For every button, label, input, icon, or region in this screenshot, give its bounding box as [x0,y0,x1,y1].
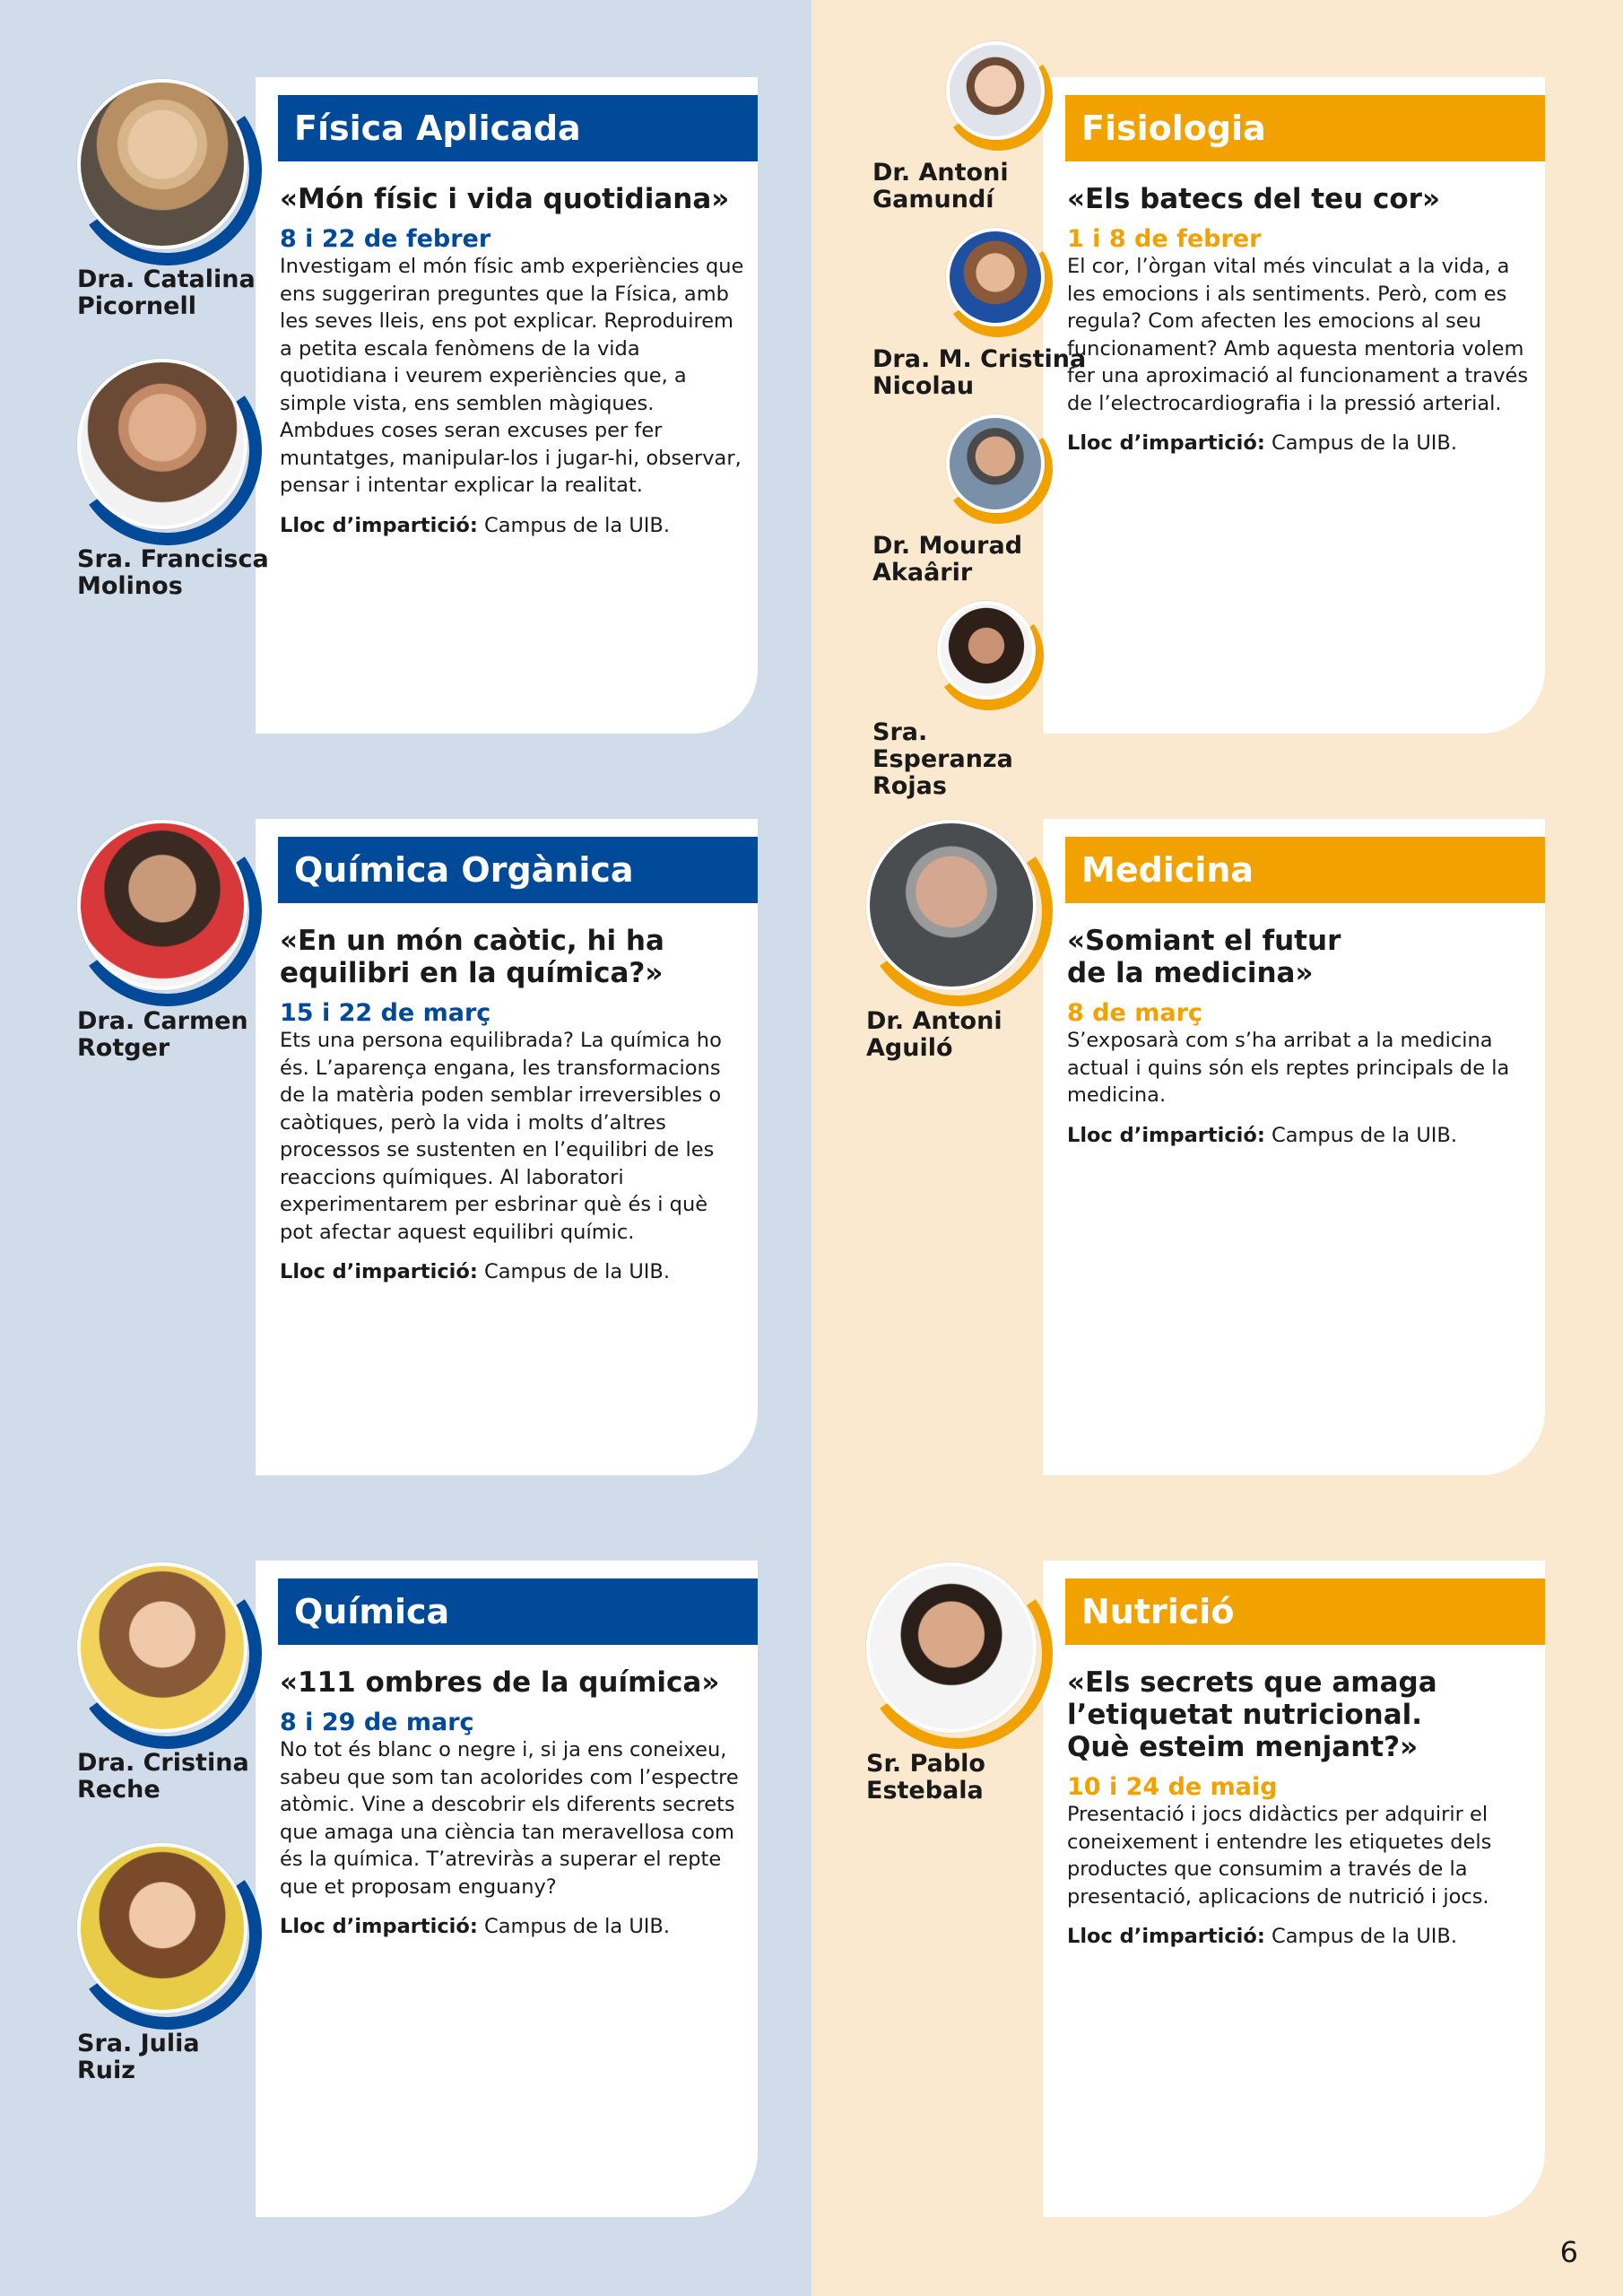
course-dates: 8 i 22 de febrer [280,225,491,253]
avatar [77,79,247,249]
course-header: Química Orgànica [278,837,758,903]
course-location [1067,1122,1533,1149]
course-location [280,1258,746,1285]
course-dates: 10 i 24 de maig [1067,1773,1278,1801]
course-title: «Els batecs del teu cor» [1067,183,1440,215]
location-value: Campus de la UIB. [1264,1925,1458,1948]
avatar [77,820,247,990]
location-label: Lloc d’impartició: [1067,431,1265,455]
avatar [866,820,1037,990]
avatar [946,41,1045,140]
avatar [946,414,1045,513]
course-title: «111 ombres de la química» [280,1666,720,1699]
avatar [946,228,1045,326]
course-card-nutricio [1043,1561,1545,2217]
person-name: Dra. M. Cristina Nicolau [872,345,1087,400]
location-value: Campus de la UIB. [477,1260,671,1283]
person-name: Dr. Mourad Akaârir [872,532,1023,587]
person-name: Dr. Antoni Aguiló [866,1007,1002,1062]
person-name: Sra. Francisca Molinos [77,545,269,600]
course-title: «En un món caòtic, hi ha equilibri en la química?» [280,925,664,989]
location-value: Campus de la UIB. [1264,431,1458,455]
person-name: Dra. Carmen Rotger [77,1007,248,1062]
course-location [280,1913,746,1940]
course-location [1067,1923,1533,1950]
location-label: Lloc d’impartició: [1067,1123,1265,1147]
location-value: Campus de la UIB. [477,513,671,537]
course-card-quimica [256,1561,758,2217]
course-description: Investigam el món físic amb experiències que ens suggeriran preguntes que la Física, amb les seves lleis, ens pot explicar. Reproduirem a petita escala fenòmens de la vida quotidiana i veurem experiències que, a simple vista, ens semblen màgiques. Ambdues coses seran excuses per fer muntatges, manipular-los i jugar-hi, observar, pensar i intentar explicar la realitat. [280,255,744,497]
course-card-fisiologia [1043,77,1545,734]
location-label: Lloc d’impartició: [280,513,478,537]
person-name: Dr. Antoni Gamundí [872,159,1009,213]
location-value: Campus de la UIB. [477,1915,671,1938]
person-name: Sra. Esperanza Rojas [872,718,1013,800]
course-description: No tot és blanc o negre i, si ja ens coneixeu, sabeu que som tan acolorides com l’espectre atòmic. Vine a descobrir els diferents secrets que amaga una ciència tan meravellosa com és la química. T’atreviràs a superar el repte que et proposam enguany? [280,1738,739,1899]
course-title: «Somiant el futur de la medicina» [1067,925,1341,989]
person-name: Dra. Cristina Reche [77,1749,249,1804]
course-card-medicina [1043,819,1545,1475]
course-header: Química [278,1578,758,1645]
course-header: Fisiologia [1065,95,1545,161]
course-dates: 15 i 22 de març [280,999,491,1027]
avatar [77,359,247,529]
course-card-quimica-organica [256,819,758,1475]
avatar [937,601,1036,700]
avatar [77,1843,247,2013]
person-name: Dra. Catalina Picornell [77,265,256,320]
course-dates: 8 i 29 de març [280,1709,474,1736]
location-label: Lloc d’impartició: [1067,1925,1265,1948]
course-header: Física Aplicada [278,95,758,161]
course-title: «Món físic i vida quotidiana» [280,183,730,215]
course-title: «Els secrets que amaga l’etiquetat nutricional. Què esteim menjant?» [1067,1666,1437,1763]
location-label: Lloc d’impartició: [280,1260,478,1283]
course-header: Medicina [1065,837,1545,903]
course-header: Nutrició [1065,1578,1545,1645]
avatar [77,1562,247,1733]
course-description: S’exposarà com s’ha arribat a la medicina actual i quins són els reptes principals de la medicina. [1067,1029,1510,1107]
course-description: El cor, l’òrgan vital més vinculat a la vida, a les emocions i als sentiments. Però, com es regula? Com afecten les emocions al seu funcionament? Amb aquesta mentoria volem fer una aproximació al funcionament a través de l’electrocardiografia i la pressió arterial. [1067,255,1529,415]
location-label: Lloc d’impartició: [280,1915,478,1938]
course-dates: 8 de març [1067,999,1202,1027]
person-name: Sra. Julia Ruiz [77,2030,200,2084]
course-location [280,512,746,539]
course-dates: 1 i 8 de febrer [1067,225,1262,253]
course-description: Ets una persona equilibrada? La química ho és. L’aparença engana, les transformacions de la matèria poden semblar irreversibles o caòtiques, però la vida i molts d’altres processos se sustenten en l’equilibri de les reaccions químiques. Al laboratori experimentarem per esbrinar què és i què pot afectar aquest equilibri químic. [280,1029,722,1244]
course-location [1067,430,1533,457]
location-value: Campus de la UIB. [1264,1123,1458,1147]
page-number: 6 [1559,2235,1578,2269]
avatar [866,1562,1037,1733]
course-card-fisica-aplicada [256,77,758,734]
course-description: Presentació i jocs didàctics per adquirir el coneixement i entendre les etiquetes dels productes que consumim a través de la presentació, aplicacions de nutrició i jocs. [1067,1803,1492,1909]
person-name: Sr. Pablo Estebala [866,1750,985,1805]
